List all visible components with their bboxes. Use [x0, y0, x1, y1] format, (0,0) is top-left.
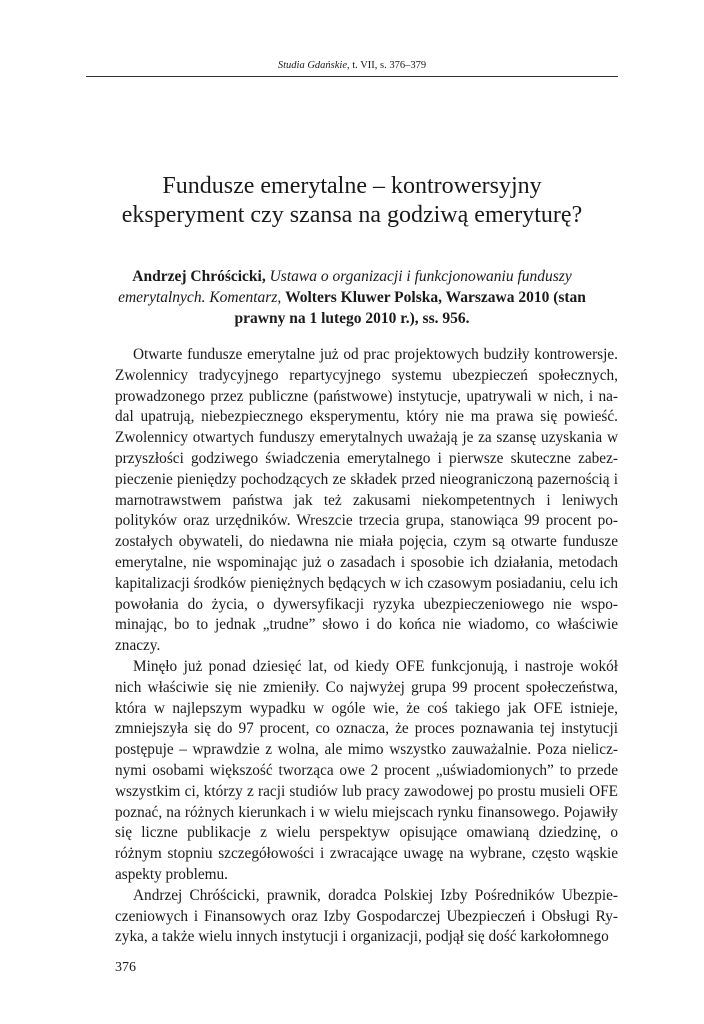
reference-separator: , — [277, 289, 286, 306]
running-head-details: , t. VII, s. 376–379 — [346, 60, 427, 71]
header-rule — [86, 76, 618, 77]
running-head — [86, 59, 618, 72]
running-head-journal: Studia Gdańskie — [277, 60, 347, 71]
book-publisher: Wolters Kluwer Polska, Warszawa 2010 (stan prawny na 1 lutego 2010 r.), ss. 956. — [234, 289, 586, 327]
book-title: Ustawa o organizacji i funkcjonowaniu funduszy emerytalnych. Komentarz — [118, 268, 572, 306]
reviewed-book-reference — [104, 266, 600, 329]
body-paragraph: Andrzej Chróścicki, prawnik, doradca Polskiej Izby Pośredników Ubezpieczeniowych i Finansowych oraz Izby Gospodarczej Ubezpieczeń i Obsługi Ryzyka, a także wielu innych instytucji i organizacji, podjął się dość karkołomnego — [115, 886, 618, 946]
page-number: 376 — [115, 960, 136, 975]
article-title: Fundusze emerytalne – kontrowersyjny eksperyment czy szansa na godziwą emeryturę? — [121, 173, 583, 228]
article-body — [115, 345, 618, 948]
body-paragraph: Minęło już ponad dziesięć lat, od kiedy OFE funkcjonują, i nastroje wokół nich właściwie się nie zmieniły. Co najwyżej grupa 99 procent społeczeństwa, która w najlepszym wypadku w ogóle wie, że coś takiego jak OFE istnieje, zmniejszyła się do 97 procent, co oznacza, że proces poznawania tej instytucji postępuje – wprawdzie z wolna, ale mimo wszystko zauważalnie. Poza nielicznymi osobami większość tworząca owe 2 procent „uświadomionych” to przede wszystkim ci, którzy z racji studiów lub pracy zawodowej po prostu musieli OFE poznać, na różnych kierunkach i w wielu miejscach rynku finansowego. Pojawiły się liczne publikacje z wielu perspektyw opisujące omawianą dziedzinę, o różnym stopniu szczegółowości i zwracające uwagę na wybrane, często wąskie aspekty problemu. — [115, 657, 618, 883]
body-paragraph: Otwarte fundusze emerytalne już od prac projektowych budziły kontrowersje. Zwolennicy tradycyjnego repartycyjnego systemu ubezpieczeń społecznych, prowadzonego przez publiczne (państwowe) instytucje, upatrywali w nich, i nadal upatrują, niebezpiecznego eksperymentu, który nie ma prawa się powieść. Zwolennicy otwartych funduszy emerytalnych uważają je za szansę uzyskania w przyszłości godziwego świadczenia emerytalnego i pierwsze skuteczne zabezpieczenie pieniędzy pochodzących ze składek przed nieograniczoną pazernością i marnotrawstwem państwa jak też zakusami niekompetentnych i leniwych polityków oraz urzędników. Wreszcie trzecia grupa, stanowiąca 99 procent pozostałych obywateli, do niedawna nie miała pojęcia, czym są otwarte fundusze emerytalne, nie wspominając już o zasadach i sposobie ich działania, metodach kapitalizacji środków pieniężnych będących w ich czasowym posiadaniu, celu ich powołania do życia, o dywersyfikacji ryzyka ubezpieczeniowego nie wspominając, bo to jednak „trudne” słowo i do końca nie wiadomo, co właściwie znaczy. — [115, 346, 618, 655]
book-author: Andrzej Chróścicki, — [132, 268, 266, 285]
